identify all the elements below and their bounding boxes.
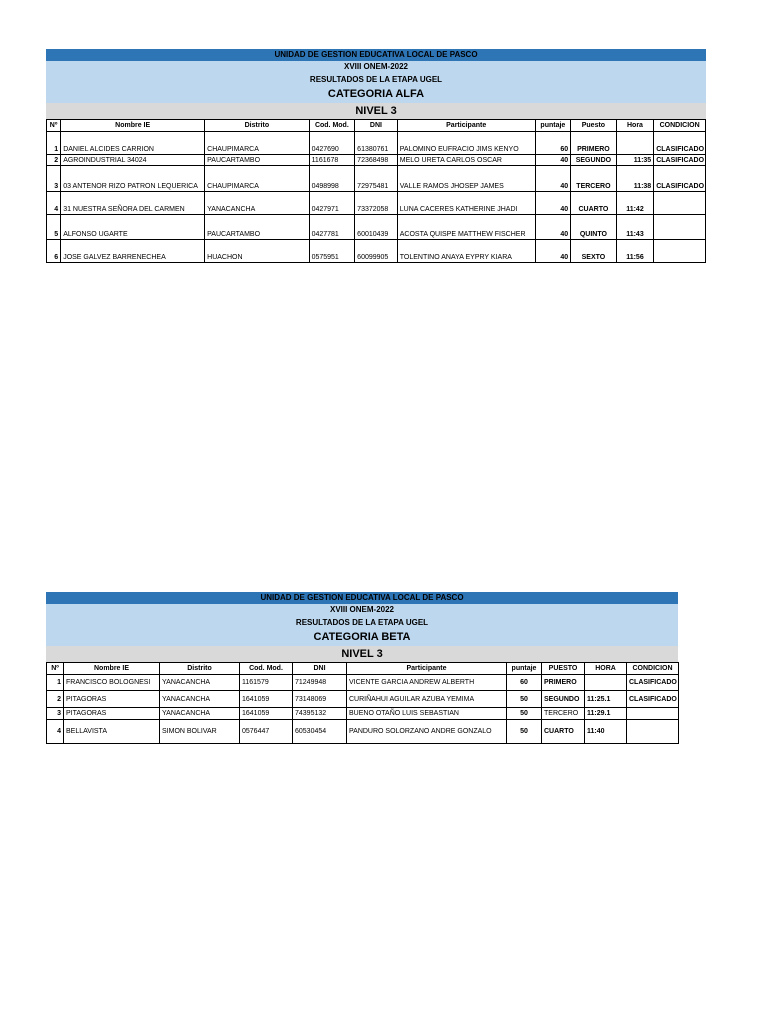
cell-cod: 0498998 <box>309 166 355 192</box>
col-header: DNI <box>355 120 398 132</box>
cell-participante: ACOSTA QUISPE MATTHEW FISCHER <box>397 215 535 240</box>
cell-participante: TOLENTINO ANAYA EYPRY KIARA <box>397 240 535 263</box>
alfa-section <box>46 49 706 263</box>
cell-condicion <box>654 192 706 215</box>
cell-participante: VICENTE GARCIA ANDREW ALBERTH <box>347 675 507 691</box>
table-row <box>47 132 706 155</box>
cell-ie: DANIEL ALCIDES CARRION <box>61 132 205 155</box>
cell-puesto: TERCERO <box>542 708 585 720</box>
cell-condicion: CLASIFICADO <box>627 675 679 691</box>
cell-condicion: CLASIFICADO <box>654 166 706 192</box>
table-row <box>47 708 679 720</box>
col-header: Cod. Mod. <box>240 663 293 675</box>
col-header: puntaje <box>535 120 570 132</box>
stage-title: RESULTADOS DE LA ETAPA UGEL <box>46 73 706 86</box>
cell-n: 4 <box>47 192 61 215</box>
cell-participante: BUENO OTAÑO LUIS SEBASTIAN <box>347 708 507 720</box>
cell-n: 2 <box>47 155 61 166</box>
table-row <box>47 166 706 192</box>
cell-hora: 11:25.1 <box>585 691 627 708</box>
cell-puntaje: 50 <box>507 720 542 744</box>
cell-distrito: YANACANCHA <box>160 675 240 691</box>
col-header: PUESTO <box>542 663 585 675</box>
table-row <box>47 215 706 240</box>
cell-ie: AGROINDUSTRIAL 34024 <box>61 155 205 166</box>
cell-puntaje: 40 <box>535 240 570 263</box>
cell-hora: 11:29.1 <box>585 708 627 720</box>
event-title: XVIII ONEM-2022 <box>46 604 678 616</box>
cell-cod: 0575951 <box>309 240 355 263</box>
cell-dni: 72975481 <box>355 166 398 192</box>
cell-hora: 11:35 <box>616 155 654 166</box>
cell-puesto: CUARTO <box>571 192 617 215</box>
table-row <box>47 155 706 166</box>
col-header: Distrito <box>160 663 240 675</box>
stage-title: RESULTADOS DE LA ETAPA UGEL <box>46 616 678 629</box>
cell-hora: 11:40 <box>585 720 627 744</box>
cell-distrito: PAUCARTAMBO <box>205 215 309 240</box>
cell-participante: VALLE RAMOS JHOSEP JAMES <box>397 166 535 192</box>
cell-participante: PANDURO SOLORZANO ANDRE GONZALO <box>347 720 507 744</box>
cell-participante: MELO URETA CARLOS OSCAR <box>397 155 535 166</box>
col-header: DNI <box>293 663 347 675</box>
cell-condicion <box>654 240 706 263</box>
table-row <box>47 192 706 215</box>
cell-ie: FRANCISCO BOLOGNESI <box>64 675 160 691</box>
cell-condicion <box>654 215 706 240</box>
beta-results-table <box>46 662 679 744</box>
level-title: NIVEL 3 <box>46 646 678 662</box>
cell-participante: LUNA CACERES KATHERINE JHADI <box>397 192 535 215</box>
level-title: NIVEL 3 <box>46 103 706 119</box>
cell-puesto: SEGUNDO <box>542 691 585 708</box>
org-title: UNIDAD DE GESTION EDUCATIVA LOCAL DE PASCO <box>46 592 678 604</box>
cell-ie: PITAGORAS <box>64 708 160 720</box>
cell-puntaje: 40 <box>535 155 570 166</box>
cell-ie: ALFONSO UGARTE <box>61 215 205 240</box>
cell-distrito: YANACANCHA <box>160 691 240 708</box>
col-header: puntaje <box>507 663 542 675</box>
category-title: CATEGORIA BETA <box>46 629 678 646</box>
table-header-row <box>47 663 679 675</box>
cell-puntaje: 50 <box>507 691 542 708</box>
cell-dni: 73372058 <box>355 192 398 215</box>
col-header: Hora <box>616 120 654 132</box>
cell-distrito: YANACANCHA <box>160 708 240 720</box>
cell-dni: 60099905 <box>355 240 398 263</box>
alfa-results-table <box>46 119 706 263</box>
col-header: CONDICION <box>627 663 679 675</box>
cell-cod: 0427690 <box>309 132 355 155</box>
cell-ie: BELLAVISTA <box>64 720 160 744</box>
cell-puntaje: 60 <box>535 132 570 155</box>
cell-dni: 73148069 <box>293 691 347 708</box>
cell-hora: 11:38 <box>616 166 654 192</box>
col-header: CONDICION <box>654 120 706 132</box>
cell-dni: 71249948 <box>293 675 347 691</box>
col-header: Nº <box>47 120 61 132</box>
cell-ie: JOSE GALVEZ BARRENECHEA <box>61 240 205 263</box>
cell-condicion: CLASIFICADO <box>654 155 706 166</box>
col-header: Nombre IE <box>64 663 160 675</box>
cell-distrito: CHAUPIMARCA <box>205 166 309 192</box>
cell-puesto: SEXTO <box>571 240 617 263</box>
cell-dni: 72368498 <box>355 155 398 166</box>
cell-cod: 0427971 <box>309 192 355 215</box>
cell-participante: CURIÑAHUI AGUILAR AZUBA YEMIMA <box>347 691 507 708</box>
cell-ie: 31 NUESTRA SEÑORA DEL CARMEN <box>61 192 205 215</box>
cell-hora: 11:42 <box>616 192 654 215</box>
cell-distrito: CHAUPIMARCA <box>205 132 309 155</box>
cell-n: 1 <box>47 132 61 155</box>
cell-condicion: CLASIFICADO <box>627 691 679 708</box>
table-row <box>47 240 706 263</box>
cell-hora: 11:56 <box>616 240 654 263</box>
beta-section <box>46 592 678 744</box>
cell-cod: 1641059 <box>240 691 293 708</box>
cell-n: 3 <box>47 166 61 192</box>
cell-puntaje: 60 <box>507 675 542 691</box>
org-title: UNIDAD DE GESTION EDUCATIVA LOCAL DE PASCO <box>46 49 706 61</box>
cell-dni: 61380761 <box>355 132 398 155</box>
col-header: Cod. Mod. <box>309 120 355 132</box>
table-row <box>47 691 679 708</box>
cell-participante: PALOMINO EUFRACIO JIMS KENYO <box>397 132 535 155</box>
col-header: Participante <box>347 663 507 675</box>
cell-cod: 1161678 <box>309 155 355 166</box>
cell-distrito: SIMON BOLIVAR <box>160 720 240 744</box>
cell-hora <box>585 675 627 691</box>
cell-dni: 74395132 <box>293 708 347 720</box>
event-title: XVIII ONEM-2022 <box>46 61 706 73</box>
cell-puesto: SEGUNDO <box>571 155 617 166</box>
cell-condicion <box>627 720 679 744</box>
cell-puesto: PRIMERO <box>542 675 585 691</box>
cell-n: 3 <box>47 708 64 720</box>
col-header: Distrito <box>205 120 309 132</box>
category-title: CATEGORIA ALFA <box>46 86 706 103</box>
table-row <box>47 675 679 691</box>
cell-ie: 03 ANTENOR RIZO PATRON LEQUERICA <box>61 166 205 192</box>
col-header: Participante <box>397 120 535 132</box>
cell-puesto: QUINTO <box>571 215 617 240</box>
cell-cod: 1161579 <box>240 675 293 691</box>
cell-cod: 1641059 <box>240 708 293 720</box>
table-row <box>47 720 679 744</box>
cell-cod: 0427781 <box>309 215 355 240</box>
cell-puntaje: 50 <box>507 708 542 720</box>
cell-n: 6 <box>47 240 61 263</box>
cell-puntaje: 40 <box>535 192 570 215</box>
cell-n: 4 <box>47 720 64 744</box>
cell-distrito: PAUCARTAMBO <box>205 155 309 166</box>
cell-dni: 60530454 <box>293 720 347 744</box>
cell-ie: PITAGORAS <box>64 691 160 708</box>
cell-puesto: TERCERO <box>571 166 617 192</box>
cell-hora <box>616 132 654 155</box>
col-header: Nombre IE <box>61 120 205 132</box>
cell-hora: 11:43 <box>616 215 654 240</box>
col-header: Nº <box>47 663 64 675</box>
cell-puesto: PRIMERO <box>571 132 617 155</box>
cell-condicion: CLASIFICADO <box>654 132 706 155</box>
cell-cod: 0576447 <box>240 720 293 744</box>
cell-n: 1 <box>47 675 64 691</box>
cell-distrito: HUACHON <box>205 240 309 263</box>
col-header: HORA <box>585 663 627 675</box>
col-header: Puesto <box>571 120 617 132</box>
cell-dni: 60010439 <box>355 215 398 240</box>
cell-puesto: CUARTO <box>542 720 585 744</box>
cell-n: 2 <box>47 691 64 708</box>
cell-n: 5 <box>47 215 61 240</box>
table-header-row <box>47 120 706 132</box>
cell-puntaje: 40 <box>535 166 570 192</box>
cell-condicion <box>627 708 679 720</box>
cell-distrito: YANACANCHA <box>205 192 309 215</box>
cell-puntaje: 40 <box>535 215 570 240</box>
